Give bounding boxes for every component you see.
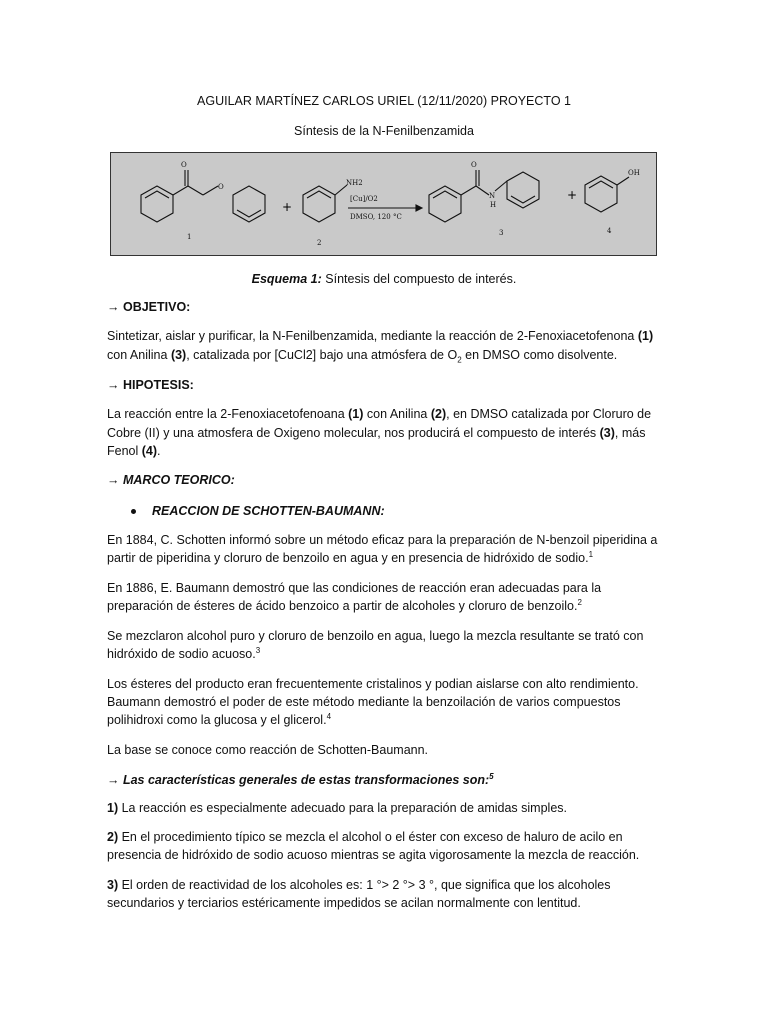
marco-heading: → MARCO TEORICO: bbox=[107, 473, 235, 487]
feature-1-number: 1) bbox=[107, 801, 119, 815]
para4-line-3 bbox=[107, 711, 331, 729]
para1-text: partir de piperidina y cloruro de benzoilo en agua y en presencia de hidróxido de sodio. bbox=[107, 551, 589, 565]
para2-line-1: En 1886, E. Baumann demostró que las condiciones de reacción eran adecuadas para la bbox=[107, 581, 602, 595]
objective-line-2 bbox=[107, 346, 617, 364]
scheme-caption bbox=[0, 270, 768, 288]
feature-3-number: 3) bbox=[107, 878, 119, 892]
feature-2-number: 2) bbox=[107, 830, 119, 844]
objective-ref-1: (1) bbox=[637, 329, 654, 343]
atom-h: H bbox=[490, 201, 497, 209]
objective-subscript: 2 bbox=[457, 355, 462, 365]
objective-text-4: en DMSO como disolvente. bbox=[461, 348, 618, 362]
hypothesis-ref-3: (3) bbox=[599, 426, 615, 440]
hypothesis-line-3 bbox=[107, 442, 161, 460]
hypothesis-text-5: , más bbox=[614, 426, 646, 440]
reaction-scheme-drawing bbox=[111, 153, 656, 255]
bullet-icon bbox=[131, 509, 136, 514]
para5: La base se conoce como reacción de Schotten-Baumann. bbox=[107, 743, 429, 757]
feature-3-text-1: El orden de reactividad de los alcoholes es: 1 °> 2 °> 3 °, que significa que los alcoholes bbox=[118, 878, 611, 892]
para3-line-1: Se mezclaron alcohol puro y cloruro de benzoilo en agua, luego la mezcla resultante se trató con bbox=[107, 629, 644, 643]
compound-label-2: 2 bbox=[317, 239, 322, 247]
caption-text: Síntesis del compuesto de interés. bbox=[321, 272, 517, 286]
objective-text-2: con Anilina bbox=[107, 348, 171, 362]
objective-text-1: Sintetizar, aislar y purificar, la N-Fenilbenzamida, mediante la reacción de 2-Fenoxiacetofenona bbox=[107, 329, 638, 343]
plus-sign-2: + bbox=[567, 188, 578, 202]
para4-footnote: 4 bbox=[326, 711, 332, 721]
plus-sign-1: + bbox=[282, 200, 293, 214]
hypothesis-line-1 bbox=[107, 405, 651, 423]
features-footnote: 5 bbox=[489, 771, 494, 781]
para4-text: polihidroxi como la glucosa y el glicerol. bbox=[107, 713, 327, 727]
document-title: Síntesis de la N-Fenilbenzamida bbox=[294, 124, 474, 138]
hypothesis-ref-4: (4) bbox=[141, 444, 158, 458]
features-heading-text: → Las características generales de estas transformaciones son: bbox=[107, 773, 490, 787]
atom-o3: O bbox=[471, 161, 477, 169]
hypothesis-line-2 bbox=[107, 424, 645, 442]
hypothesis-text-4: Cobre (II) y una atmosfera de Oxigeno molecular, nos producirá el compuesto de interés bbox=[107, 426, 600, 440]
hypothesis-ref-2: (2) bbox=[430, 407, 447, 421]
hypothesis-text-1: La reacción entre la 2-Fenoxiacetofenoana bbox=[107, 407, 349, 421]
atom-o2: O bbox=[218, 183, 224, 191]
reaction-scheme bbox=[110, 152, 657, 256]
para3-footnote: 3 bbox=[255, 645, 261, 655]
para4-line-1: Los ésteres del producto eran frecuentemente cristalinos y podian aislarse con alto rendimiento. bbox=[107, 677, 639, 691]
reagent-conditions: DMSO, 120 °C bbox=[350, 213, 402, 221]
hypothesis-heading: → HIPOTESIS: bbox=[107, 378, 194, 392]
feature-2-line-2: presencia de hidróxido de sodio acuoso mientras se agita vigorosamente la mezcla de reacción. bbox=[107, 848, 640, 862]
para1-line-2 bbox=[107, 549, 593, 567]
feature-1-text: La reacción es especialmente adecuado para la preparación de amidas simples. bbox=[118, 801, 568, 815]
compound-label-1: 1 bbox=[187, 233, 192, 241]
atom-nh2: NH2 bbox=[346, 179, 363, 187]
objective-ref-3: (3) bbox=[170, 348, 187, 362]
compound-label-4: 4 bbox=[607, 227, 612, 235]
feature-2-line-1 bbox=[107, 828, 623, 846]
feature-2-text-1: En el procedimiento típico se mezcla el alcohol o el éster con exceso de haluro de acilo en bbox=[118, 830, 623, 844]
document-header: AGUILAR MARTÍNEZ CARLOS URIEL (12/11/2020) PROYECTO 1 bbox=[197, 94, 571, 108]
atom-oh: OH bbox=[628, 169, 640, 177]
para3-text: hidróxido de sodio acuoso. bbox=[107, 647, 256, 661]
objective-heading: → OBJETIVO: bbox=[107, 300, 191, 314]
hypothesis-text-7: . bbox=[157, 444, 161, 458]
objective-text-3: , catalizada por [CuCl2] bajo una atmósfera de O bbox=[186, 348, 458, 362]
features-heading bbox=[107, 771, 494, 789]
reagent-catalyst: [Cu]/O2 bbox=[350, 195, 378, 203]
feature-1 bbox=[107, 799, 567, 817]
feature-3-line-1 bbox=[107, 876, 611, 894]
para1-footnote: 1 bbox=[588, 549, 594, 559]
objective-line-1 bbox=[107, 327, 653, 345]
para1-line-1: En 1884, C. Schotten informó sobre un método eficaz para la preparación de N-benzoil piperidina a bbox=[107, 533, 658, 547]
caption-label: Esquema 1: bbox=[251, 272, 322, 286]
para4-line-2: Baumann demostró el poder de este método mediante la benzoilación de varios compuestos bbox=[107, 695, 621, 709]
compound-label-3: 3 bbox=[499, 229, 504, 237]
hypothesis-text-3: , en DMSO catalizada por Cloruro de bbox=[446, 407, 652, 421]
atom-n: N bbox=[489, 192, 496, 200]
schotten-baumann-heading: REACCION DE SCHOTTEN-BAUMANN: bbox=[152, 504, 385, 518]
hypothesis-text-6: Fenol bbox=[107, 444, 142, 458]
para2-footnote: 2 bbox=[577, 597, 582, 607]
atom-o1: O bbox=[181, 161, 187, 169]
para2-text: preparación de ésteres de ácido benzoico a partir de alcoholes y cloruro de benzoilo. bbox=[107, 599, 578, 613]
para3-line-2 bbox=[107, 645, 260, 663]
hypothesis-ref-1: (1) bbox=[348, 407, 364, 421]
feature-3-line-2: secundarios y terciarios estéricamente impedidos se acilan normalmente con lentitud. bbox=[107, 896, 581, 910]
para2-line-2 bbox=[107, 597, 582, 615]
hypothesis-text-2: con Anilina bbox=[363, 407, 431, 421]
